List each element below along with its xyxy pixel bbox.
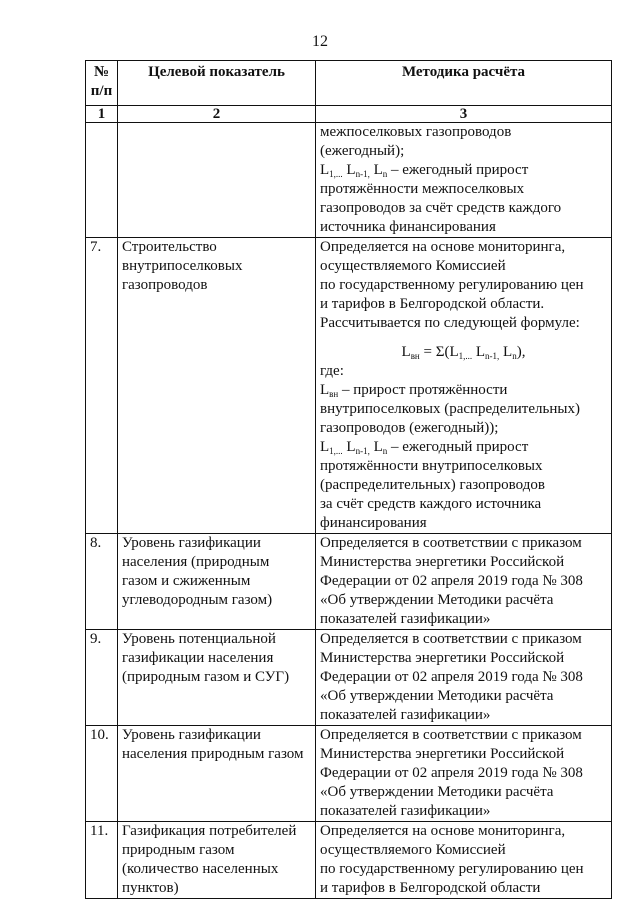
method-line: осуществляемого Комиссией — [320, 842, 506, 858]
table-row — [86, 726, 612, 822]
column-number-row — [86, 106, 612, 123]
indicator-line: природным газом — [122, 842, 235, 858]
indicator-line: (количество населенных — [122, 861, 279, 877]
indicator-line: внутрипоселковых — [122, 258, 243, 274]
indicator-cell — [118, 630, 316, 726]
method-line: Министерства энергетики Российской — [320, 650, 565, 666]
column-number: 1 — [86, 106, 118, 123]
header-num — [86, 61, 118, 106]
method-line: «Об утверждении Методики расчёта — [320, 688, 554, 704]
method-line: (распределительных) газопроводов — [320, 477, 545, 493]
indicator-line: Уровень газификации — [122, 727, 261, 743]
method-cell — [316, 123, 612, 238]
where-label: где: — [320, 363, 344, 379]
row-num-cell: 9. — [86, 630, 118, 726]
header-method: Методика расчёта — [316, 61, 612, 106]
method-line: Определяется на основе мониторинга, — [320, 823, 566, 839]
indicator-cell — [118, 726, 316, 822]
method-line: «Об утверждении Методики расчёта — [320, 784, 554, 800]
method-line: протяжённости внутрипоселковых — [320, 458, 543, 474]
indicator-line: газом и сжиженным — [122, 573, 251, 589]
method-line: «Об утверждении Методики расчёта — [320, 592, 554, 608]
method-line: Определяется в соответствии с приказом — [320, 631, 582, 647]
column-number: 3 — [316, 106, 612, 123]
table-row — [86, 238, 612, 534]
method-line: межпоселковых газопроводов — [320, 124, 512, 140]
header-indicator: Целевой показатель — [118, 61, 316, 106]
method-line: Министерства энергетики Российской — [320, 746, 565, 762]
column-number: 2 — [118, 106, 316, 123]
method-line: Министерства энергетики Российской — [320, 554, 565, 570]
table-row-continuation — [86, 123, 612, 238]
row-num-cell — [86, 123, 118, 238]
indicator-line: (природным газом и СУГ) — [122, 669, 290, 685]
header-num-line: п/п — [90, 83, 113, 99]
method-cell — [316, 822, 612, 899]
indicator-line: населения (природным — [122, 554, 270, 570]
method-line: осуществляемого Комиссией — [320, 258, 506, 274]
method-line: Определяется в соответствии с приказом — [320, 727, 582, 743]
method-line: Определяется в соответствии с приказом — [320, 535, 582, 551]
method-line: и тарифов в Белгородской области — [320, 880, 541, 896]
definition-line: $L_{1,...}$ $L_{n-1,}$ $L_n$ – ежегодный прирост — [320, 162, 529, 179]
indicator-line: углеводородным газом) — [122, 592, 273, 608]
row-num-cell: 10. — [86, 726, 118, 822]
row-num-cell: 7. — [86, 238, 118, 534]
method-line: внутрипоселковых (распределительных) — [320, 401, 580, 417]
method-cell — [316, 726, 612, 822]
definition-line: $L_{1,...}$ $L_{n-1,}$ $L_n$ – ежегодный прирост — [320, 439, 529, 456]
method-line: газопроводов за счёт средств каждого — [320, 200, 562, 216]
indicator-cell — [118, 822, 316, 899]
method-line: по государственному регулированию цен — [320, 861, 584, 877]
method-line: Федерации от 02 апреля 2019 года № 308 — [320, 765, 583, 781]
method-line: финансирования — [320, 515, 427, 531]
method-line: источника финансирования — [320, 219, 496, 235]
definition-line: $L_{вн}$ – прирост протяжённости — [320, 382, 508, 399]
indicator-line: Газификация потребителей — [122, 823, 297, 839]
method-line: Определяется на основе мониторинга, — [320, 239, 566, 255]
table-row — [86, 822, 612, 899]
table-row — [86, 534, 612, 630]
indicator-cell — [118, 534, 316, 630]
header-num-line: № — [93, 64, 110, 80]
indicator-line: Уровень газификации — [122, 535, 261, 551]
method-line: по государственному регулированию цен — [320, 277, 584, 293]
method-line: Рассчитывается по следующей формуле: — [320, 315, 580, 331]
indicator-line: Уровень потенциальной — [122, 631, 276, 647]
method-line: (ежегодный); — [320, 143, 405, 159]
method-line: протяжённости межпоселковых — [320, 181, 525, 197]
indicator-line: газификации населения — [122, 650, 274, 666]
indicator-line: Строительство — [122, 239, 217, 255]
method-line: показателей газификации» — [320, 611, 491, 627]
indicator-cell — [118, 123, 316, 238]
method-cell — [316, 630, 612, 726]
row-num-cell: 11. — [86, 822, 118, 899]
indicator-table — [85, 60, 612, 899]
formula: $L_{вн} = \Sigma(L_{1,...}$ $L_{n-1,}$ $L_n$), — [401, 344, 526, 361]
indicator-cell — [118, 238, 316, 534]
indicator-line: газопроводов — [122, 277, 208, 293]
method-line: Федерации от 02 апреля 2019 года № 308 — [320, 573, 583, 589]
method-cell — [316, 534, 612, 630]
method-line: и тарифов в Белгородской области. — [320, 296, 545, 312]
page-number: 12 — [312, 33, 328, 50]
method-line: показателей газификации» — [320, 803, 491, 819]
method-line: показателей газификации» — [320, 707, 491, 723]
method-cell — [316, 238, 612, 534]
method-line: Федерации от 02 апреля 2019 года № 308 — [320, 669, 583, 685]
table-row — [86, 630, 612, 726]
method-line: газопроводов (ежегодный)); — [320, 420, 499, 436]
table-header-row — [86, 61, 612, 106]
indicator-line: пунктов) — [122, 880, 179, 896]
row-num-cell: 8. — [86, 534, 118, 630]
indicator-line: населения природным газом — [122, 746, 304, 762]
method-line: за счёт средств каждого источника — [320, 496, 542, 512]
